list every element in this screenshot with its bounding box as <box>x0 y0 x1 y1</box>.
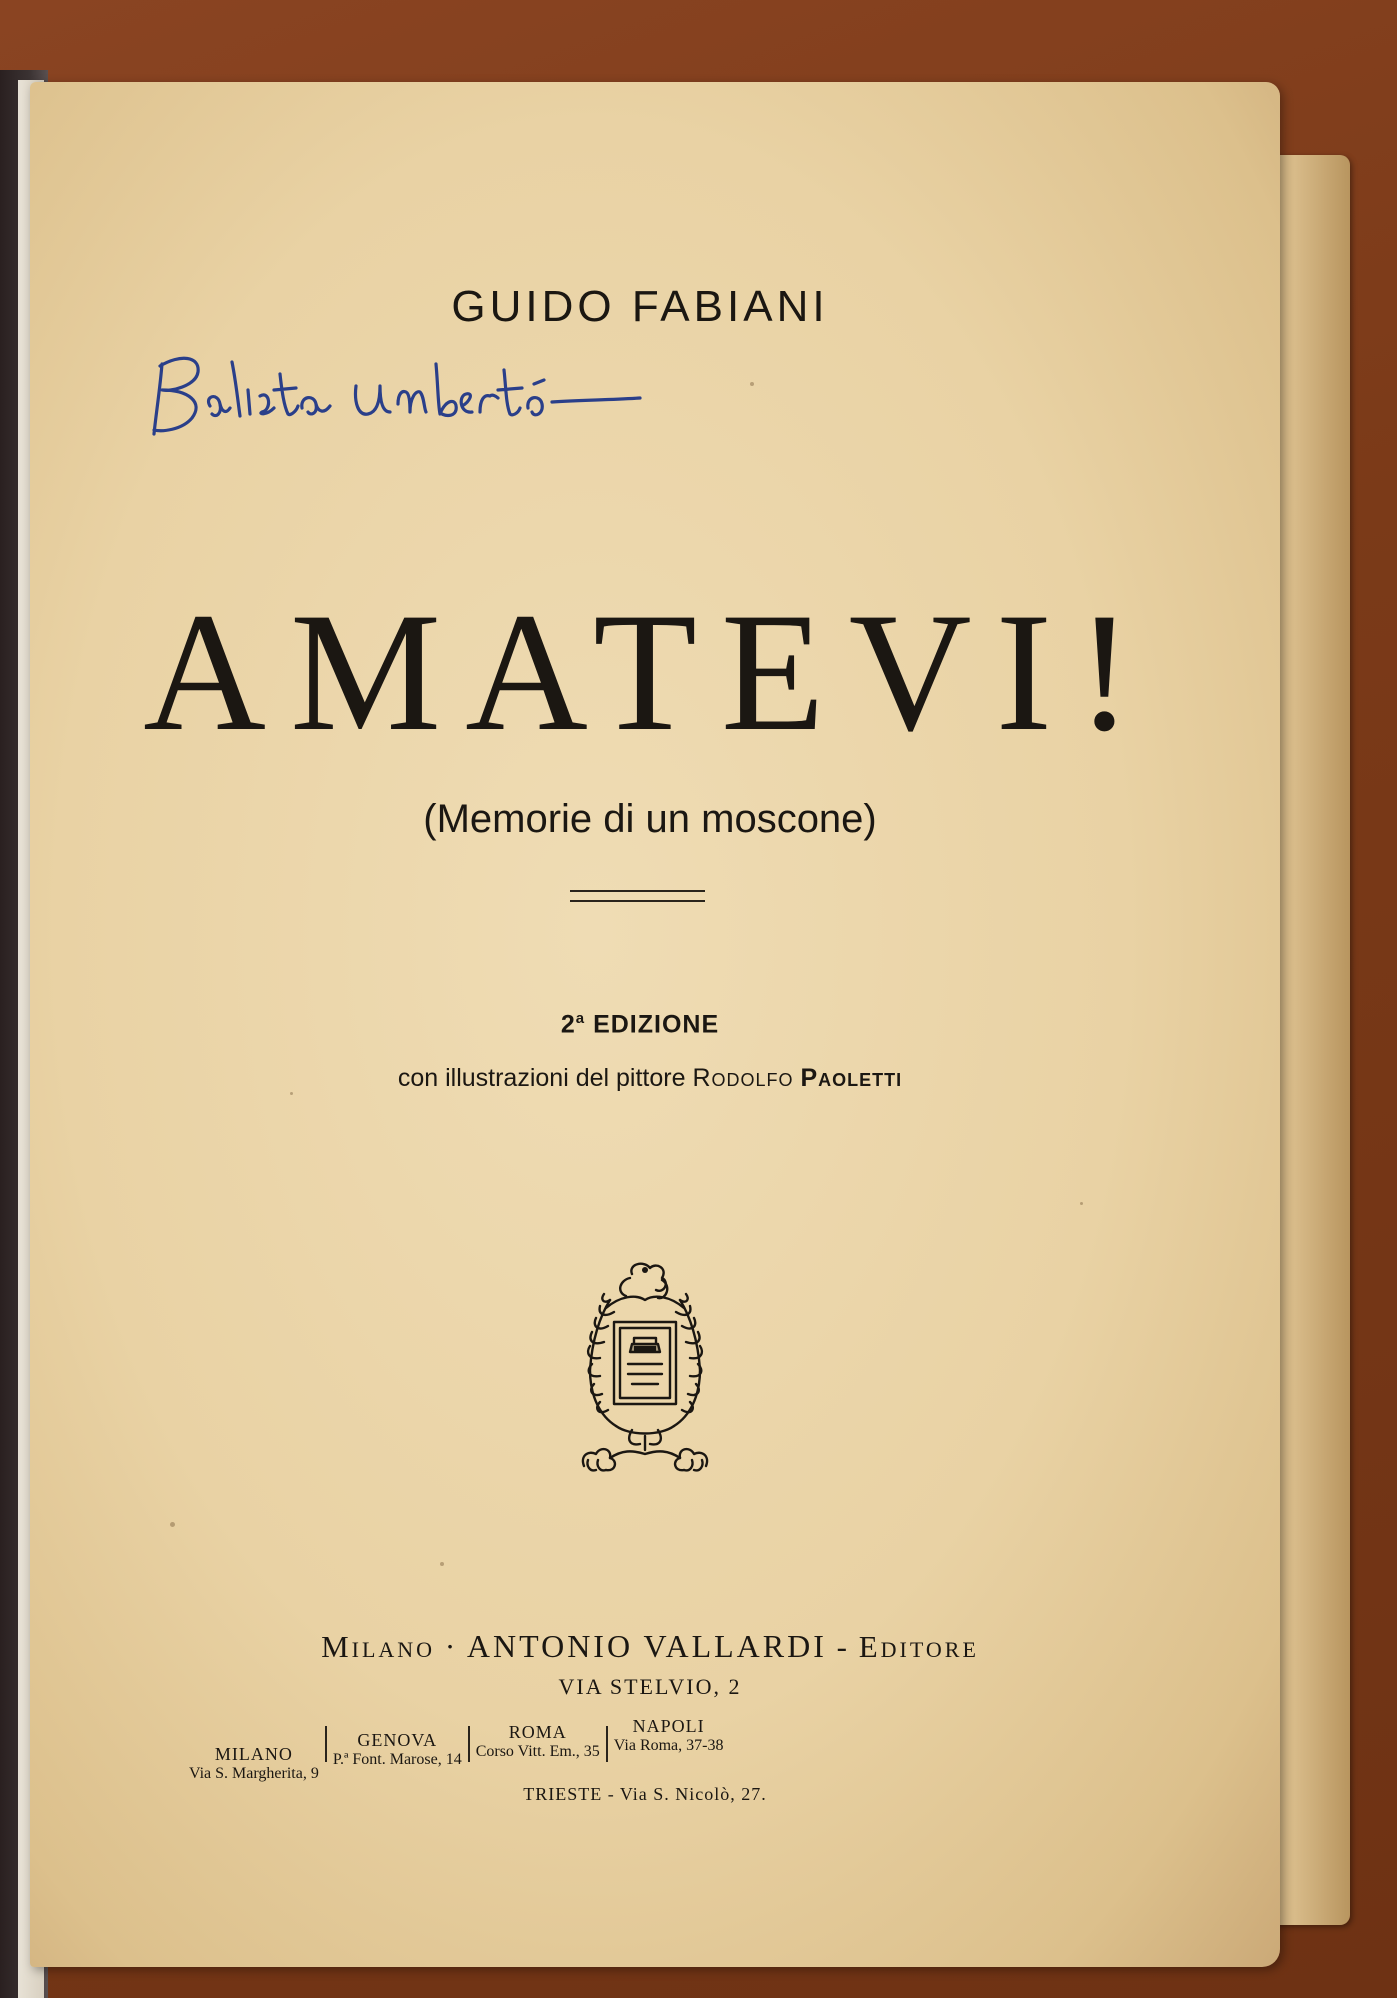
publisher-city: Milano <box>321 1629 436 1664</box>
branch-genova <box>329 1716 466 1769</box>
paper-speck <box>750 382 754 386</box>
title-page <box>30 82 1280 1967</box>
branch-city: NAPOLI <box>632 1716 705 1736</box>
branch-roma <box>472 1716 604 1761</box>
branch-divider <box>325 1726 327 1762</box>
ornamental-divider <box>570 890 705 902</box>
publisher-separator-1: · <box>444 1629 458 1664</box>
book-subtitle: (Memorie di un moscone) <box>423 797 877 841</box>
publisher-emblem-icon <box>570 1260 720 1478</box>
illustrations-prefix: con illustrazioni del pittore <box>397 1064 686 1092</box>
branch-city: MILANO <box>214 1744 293 1764</box>
edition-number: 2 <box>560 1010 576 1039</box>
branch-milano <box>185 1716 323 1783</box>
illustrations-credit <box>50 1064 1250 1093</box>
branch-street: P.ª Font. Marose, 14 <box>332 1751 462 1768</box>
publisher-separator-2: - <box>836 1629 849 1664</box>
branch-street: Via Roma, 37-38 <box>613 1737 724 1754</box>
branch-city: GENOVA <box>357 1730 438 1750</box>
edition-suffix: a <box>575 1010 586 1027</box>
publisher-name: ANTONIO VALLARDI <box>466 1628 827 1664</box>
handwritten-signature <box>140 334 700 444</box>
branch-street: Corso Vitt. Em., 35 <box>475 1743 600 1760</box>
paper-speck <box>440 1562 444 1566</box>
paper-speck <box>170 1522 175 1527</box>
author-name: GUIDO FABIANI <box>451 282 829 331</box>
edition-label: EDIZIONE <box>593 1010 720 1039</box>
branch-street: Via S. Margherita, 9 <box>189 1765 319 1782</box>
branch-napoli <box>610 1716 728 1755</box>
paper-speck <box>1080 1202 1083 1205</box>
publisher-address: VIA STELVIO, 2 <box>558 1674 742 1699</box>
book-title: AMATEVI! <box>143 578 1157 766</box>
branch-divider <box>468 1726 470 1762</box>
illustrator-last-name: Paoletti <box>800 1064 903 1092</box>
paper-speck <box>290 1092 293 1095</box>
branch-offices <box>185 1716 1105 1786</box>
branch-city: ROMA <box>508 1722 567 1742</box>
edition-line <box>40 1010 1240 1039</box>
publisher-line <box>50 1628 1250 1665</box>
branch-trieste: TRIESTE - Via S. Nicolò, 27. <box>523 1784 767 1804</box>
illustrator-first-name: Rodolfo <box>692 1064 794 1092</box>
branch-divider <box>606 1726 608 1762</box>
publisher-role: Editore <box>858 1629 979 1664</box>
